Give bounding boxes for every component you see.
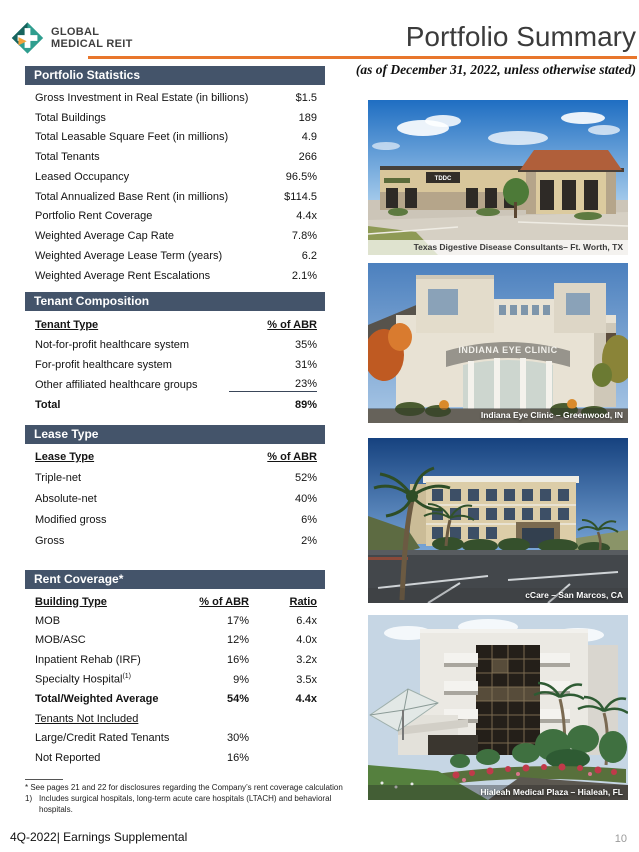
row-label: Not-for-profit healthcare system xyxy=(35,339,190,351)
column-header-label: Tenant Type xyxy=(35,319,99,331)
tenant-composition-table xyxy=(25,335,325,415)
building-sign-text: INDIANA EYE CLINIC xyxy=(458,345,558,355)
row-value: 35% xyxy=(294,339,317,351)
row-abr: 16% xyxy=(226,751,249,764)
row-label: Gross Investment in Real Estate (in billions) xyxy=(35,91,249,104)
row-value: 40% xyxy=(294,492,317,505)
footnote-reference: (1) xyxy=(122,673,131,681)
row-label: For-profit healthcare system xyxy=(35,359,172,371)
row-label: Inpatient Rehab (IRF) xyxy=(35,653,141,666)
table-row xyxy=(25,147,325,167)
photo-caption: Texas Digestive Disease Consultants– Ft. Worth, TX xyxy=(368,240,628,255)
table-row xyxy=(25,530,325,551)
row-value: 52% xyxy=(294,471,317,484)
table-row xyxy=(25,670,325,690)
row-value: 2.1% xyxy=(291,269,317,282)
row-label: Gross xyxy=(35,534,65,547)
column-header-row xyxy=(25,315,325,335)
row-label: Leased Occupancy xyxy=(35,170,130,183)
building-photo-illustration xyxy=(368,100,628,255)
table-row xyxy=(25,748,325,768)
row-label: Weighted Average Lease Term (years) xyxy=(35,249,223,262)
tenants-not-included-label: Tenants Not Included xyxy=(35,712,139,725)
logo-line2: MEDICAL REIT xyxy=(51,38,133,50)
column-header-value: % of ABR xyxy=(267,319,317,331)
section-header-lease-type: Lease Type xyxy=(25,425,325,444)
section-header-portfolio-statistics: Portfolio Statistics xyxy=(25,66,325,85)
section-header-tenant-composition: Tenant Composition xyxy=(25,292,325,311)
photo-caption: cCare – San Marcos, CA xyxy=(368,588,628,603)
total-row xyxy=(25,395,325,415)
table-row xyxy=(25,631,325,651)
total-label: Total xyxy=(35,399,61,411)
row-abr: 30% xyxy=(226,732,249,745)
footnote-text: Includes surgical hospitals, long-term acute care hospitals (LTACH) and behavioral hospitals. xyxy=(39,793,332,814)
table-row xyxy=(25,167,325,187)
footnotes xyxy=(25,783,365,815)
row-abr: 12% xyxy=(226,634,249,647)
tenant-composition-section xyxy=(25,292,325,415)
row-value: 4.4x xyxy=(296,210,317,223)
column-header-value: % of ABR xyxy=(267,451,317,463)
table-row xyxy=(25,128,325,148)
column-header-label: Building Type xyxy=(35,595,107,608)
row-value: 266 xyxy=(298,151,317,164)
table-row xyxy=(25,729,325,749)
page-title: Portfolio Summary xyxy=(405,21,636,52)
global-medical-reit-logo-icon xyxy=(11,19,44,57)
portfolio-statistics-section xyxy=(25,66,325,286)
row-value: 7.8% xyxy=(291,230,317,243)
column-header-abr: % of ABR xyxy=(199,595,249,608)
building-photo-illustration xyxy=(368,615,628,800)
row-label: Modified gross xyxy=(35,513,107,526)
row-value: 31% xyxy=(294,359,317,371)
table-row xyxy=(25,611,325,631)
table-row xyxy=(25,266,325,286)
footnote-divider xyxy=(25,779,63,780)
row-abr: 16% xyxy=(226,653,249,666)
as-of-date-note: (as of December 31, 2022, unless otherwise stated) xyxy=(355,62,636,77)
row-label: MOB/ASC xyxy=(35,634,86,647)
table-row xyxy=(25,335,325,355)
company-logo xyxy=(11,19,133,57)
property-photo-ccare xyxy=(368,438,628,603)
table-row xyxy=(25,509,325,530)
row-value: 23% xyxy=(229,378,317,392)
row-label: Other affiliated healthcare groups xyxy=(35,379,198,391)
row-label: Total Buildings xyxy=(35,111,106,124)
row-label: Triple-net xyxy=(35,471,82,484)
total-abr: 54% xyxy=(226,693,249,706)
row-ratio: 3.2x xyxy=(296,653,317,666)
footnote-one xyxy=(25,794,365,816)
section-header-rent-coverage: Rent Coverage* xyxy=(25,570,325,589)
table-row xyxy=(25,467,325,488)
table-row xyxy=(25,650,325,670)
table-row xyxy=(25,246,325,266)
row-value: 6.2 xyxy=(301,249,317,262)
lease-type-table xyxy=(25,467,325,551)
building-photo-illustration xyxy=(368,263,628,423)
row-value: 96.5% xyxy=(285,170,317,183)
property-photo-indiana-eye-clinic xyxy=(368,263,628,423)
lease-type-section xyxy=(25,425,325,551)
table-row xyxy=(25,488,325,509)
total-label: Total/Weighted Average xyxy=(35,693,159,706)
row-label: Total Annualized Base Rent (in millions) xyxy=(35,190,229,203)
subsection-header-row xyxy=(25,709,325,729)
table-row xyxy=(25,187,325,207)
rent-coverage-section xyxy=(25,570,325,768)
logo-line1: GLOBAL xyxy=(51,25,100,38)
row-value: 6% xyxy=(301,513,317,526)
row-label: Weighted Average Rent Escalations xyxy=(35,269,211,282)
total-value: 89% xyxy=(294,399,317,411)
footer-report-title: 4Q-2022| Earnings Supplemental xyxy=(10,830,188,844)
property-photo-texas-digestive xyxy=(368,100,628,255)
row-label: Total Leasable Square Feet (in millions) xyxy=(35,131,229,144)
table-row xyxy=(25,207,325,227)
row-value: 4.9 xyxy=(301,131,317,144)
row-value: $114.5 xyxy=(284,190,317,203)
column-header-label: Lease Type xyxy=(35,451,95,463)
row-ratio: 6.4x xyxy=(296,614,317,627)
logo-wordmark xyxy=(51,26,133,51)
building-sign-text: TDDC xyxy=(434,176,452,182)
table-row xyxy=(25,88,325,108)
row-label: Large/Credit Rated Tenants xyxy=(35,732,170,745)
row-label: Weighted Average Cap Rate xyxy=(35,230,175,243)
accent-rule xyxy=(88,56,637,59)
property-photo-hialeah-medical-plaza xyxy=(368,615,628,800)
table-row xyxy=(25,375,325,395)
page-number: 10 xyxy=(614,833,627,845)
row-label: Total Tenants xyxy=(35,151,100,164)
photo-caption: Indiana Eye Clinic – Greenwood, IN xyxy=(368,408,628,423)
table-row xyxy=(25,108,325,128)
photo-caption: Hialeah Medical Plaza – Hialeah, FL xyxy=(368,785,628,800)
footnote-marker: 1) xyxy=(25,793,33,803)
footnote-star: * See pages 21 and 22 for disclosures regarding the Company’s rent coverage calculation xyxy=(25,783,343,792)
total-ratio: 4.4x xyxy=(295,693,317,706)
rent-coverage-table xyxy=(25,611,325,768)
row-label: Not Reported xyxy=(35,751,101,764)
table-row xyxy=(25,355,325,375)
row-ratio: 3.5x xyxy=(296,673,317,686)
portfolio-statistics-table xyxy=(25,88,325,286)
row-label: MOB xyxy=(35,614,61,627)
row-value: $1.5 xyxy=(295,91,317,104)
row-label: Absolute-net xyxy=(35,492,97,505)
column-header-row xyxy=(25,592,325,611)
column-header-ratio: Ratio xyxy=(289,595,317,608)
row-label: Specialty Hospital$^{(1)}$ xyxy=(35,673,131,686)
row-value: 2% xyxy=(301,534,317,547)
table-row xyxy=(25,226,325,246)
row-label: Portfolio Rent Coverage xyxy=(35,210,153,223)
row-value: 189 xyxy=(298,111,317,124)
building-photo-illustration xyxy=(368,438,628,603)
row-ratio: 4.0x xyxy=(296,634,317,647)
row-abr: 17% xyxy=(226,614,249,627)
column-header-row xyxy=(25,447,325,467)
total-row xyxy=(25,689,325,709)
row-abr: 9% xyxy=(233,673,249,686)
